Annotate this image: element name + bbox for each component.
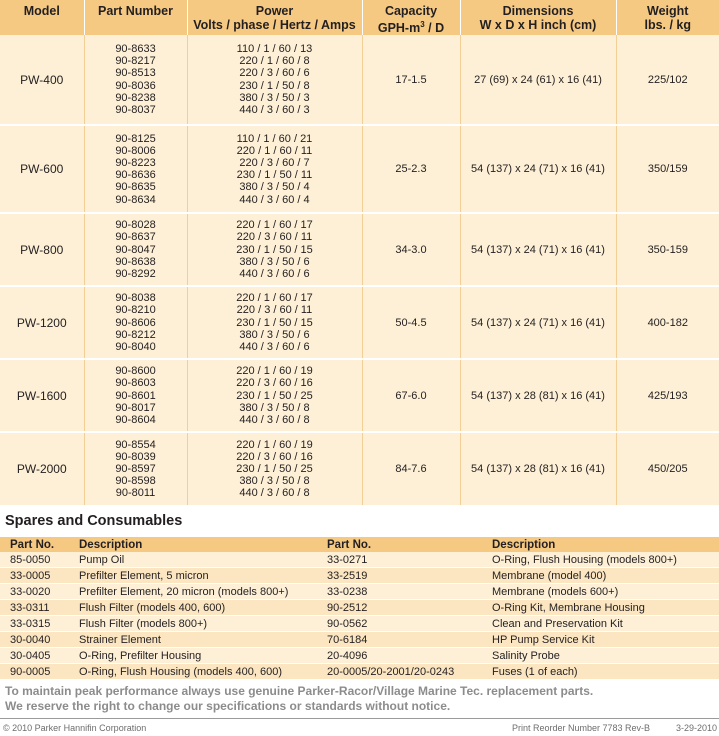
part-numbers-line: 90-8212 xyxy=(115,328,156,341)
spares-row xyxy=(0,664,719,680)
capacity: 25-2.3 xyxy=(362,125,460,213)
weight: 350/159 xyxy=(616,125,719,213)
part-numbers-line: 90-8037 xyxy=(115,104,156,117)
model-row xyxy=(0,286,719,359)
part-numbers-line: 90-8038 xyxy=(115,292,156,305)
header-power xyxy=(187,0,362,35)
weight: 350-159 xyxy=(616,213,719,286)
spec-header-row xyxy=(0,0,719,35)
weight: 400-182 xyxy=(616,286,719,359)
spare-part-no: 33-0020 xyxy=(0,584,69,600)
part-numbers-line: 90-8223 xyxy=(115,156,156,169)
spare-part-no-2: 33-0271 xyxy=(317,552,482,568)
power-specs-line: 440 / 3 / 60 / 8 xyxy=(239,487,310,500)
capacity-unit: GPH-m xyxy=(377,21,421,36)
model-row xyxy=(0,35,719,125)
part-numbers-line: 90-8125 xyxy=(115,132,156,145)
power-specs-line: 230 / 1 / 50 / 25 xyxy=(236,463,313,476)
part-numbers-line: 90-8217 xyxy=(115,55,156,68)
power-specs-line: 230 / 1 / 50 / 8 xyxy=(239,79,310,92)
power-specs-line: 440 / 3 / 60 / 3 xyxy=(239,104,310,117)
spares-row xyxy=(0,648,719,664)
part-numbers-line: 90-8238 xyxy=(115,91,156,104)
model-name: PW-600 xyxy=(0,125,84,213)
spare-part-no: 85-0050 xyxy=(0,552,69,568)
power-specs-line: 380 / 3 / 50 / 3 xyxy=(239,91,310,104)
spare-part-no-2: 70-6184 xyxy=(317,632,482,648)
part-numbers-line: 90-8606 xyxy=(115,316,156,329)
part-numbers-line: 90-8604 xyxy=(115,413,156,426)
power-specs-line: 220 / 1 / 60 / 8 xyxy=(239,55,310,68)
part-numbers xyxy=(84,125,187,213)
part-numbers-line: 90-8047 xyxy=(115,243,156,256)
part-numbers xyxy=(84,359,187,432)
power-specs-line: 220 / 1 / 60 / 19 xyxy=(236,438,313,451)
power-specs xyxy=(187,286,362,359)
spares-header-row xyxy=(0,537,719,552)
power-specs-line: 380 / 3 / 50 / 8 xyxy=(239,401,310,414)
part-numbers-line: 90-8598 xyxy=(115,475,156,488)
power-specs-line: 230 / 1 / 50 / 15 xyxy=(236,243,313,256)
power-specs-line: 220 / 3 / 60 / 7 xyxy=(239,156,310,169)
power-specs-line: 220 / 3 / 60 / 16 xyxy=(236,450,313,463)
power-specs-line: 220 / 3 / 60 / 11 xyxy=(236,231,313,244)
spare-part-no: 30-0040 xyxy=(0,632,69,648)
spare-description: Flush Filter (models 400, 600) xyxy=(69,600,317,616)
capacity-unit-exponent: 3 xyxy=(420,20,425,29)
spare-part-no-2: 33-0238 xyxy=(317,584,482,600)
power-specs-line: 220 / 1 / 60 / 17 xyxy=(236,292,313,305)
spares-row xyxy=(0,632,719,648)
spares-header-description-2: Description xyxy=(482,537,719,552)
note-line-1: To maintain peak performance always use genuine Parker-Racor/Village Marine Tec. replacement parts. xyxy=(5,684,594,698)
header-dimensions xyxy=(460,0,616,35)
header-part-number: Part Number xyxy=(84,0,187,35)
spare-description-2: O-Ring, Flush Housing (models 800+) xyxy=(482,552,719,568)
dimensions: 54 (137) x 24 (71) x 16 (41) xyxy=(460,213,616,286)
model-row xyxy=(0,213,719,286)
power-specs-line: 380 / 3 / 50 / 6 xyxy=(239,255,310,268)
spare-description: O-Ring, Flush Housing (models 400, 600) xyxy=(69,664,317,680)
dimensions: 54 (137) x 24 (71) x 16 (41) xyxy=(460,286,616,359)
part-numbers-line: 90-8637 xyxy=(115,231,156,244)
spare-part-no: 90-0005 xyxy=(0,664,69,680)
part-numbers-line: 90-8292 xyxy=(115,267,156,280)
part-numbers-line: 90-8011 xyxy=(115,487,156,500)
capacity: 67-6.0 xyxy=(362,359,460,432)
part-numbers-line: 90-8006 xyxy=(115,144,156,157)
part-numbers xyxy=(84,35,187,125)
power-specs-line: 380 / 3 / 50 / 8 xyxy=(239,475,310,488)
part-numbers-line: 90-8600 xyxy=(115,365,156,378)
spare-part-no-2: 20-0005/20-2001/20-0243 xyxy=(317,664,482,680)
power-specs xyxy=(187,213,362,286)
part-numbers-line: 90-8040 xyxy=(115,340,156,353)
part-numbers-line: 90-8597 xyxy=(115,463,156,476)
spare-description: Pump Oil xyxy=(69,552,317,568)
part-numbers-line: 90-8634 xyxy=(115,193,156,206)
footer-reorder-number: Print Reorder Number 7783 Rev-B xyxy=(512,723,651,733)
power-specs-line: 440 / 3 / 60 / 4 xyxy=(239,193,310,206)
part-numbers-line: 90-8036 xyxy=(115,79,156,92)
spare-description: O-Ring, Prefilter Housing xyxy=(69,648,317,664)
header-capacity-title: Capacity xyxy=(384,4,438,18)
power-specs xyxy=(187,359,362,432)
header-weight-title: Weight xyxy=(647,4,689,18)
spare-part-no: 33-0311 xyxy=(0,600,69,616)
spare-part-no-2: 20-4096 xyxy=(317,648,482,664)
power-specs-line: 380 / 3 / 50 / 4 xyxy=(239,181,310,194)
model-row xyxy=(0,125,719,213)
power-specs-line: 440 / 3 / 60 / 8 xyxy=(239,413,310,426)
part-numbers-line: 90-8601 xyxy=(115,389,156,402)
part-numbers xyxy=(84,286,187,359)
part-numbers xyxy=(84,432,187,505)
part-numbers-line: 90-8636 xyxy=(115,169,156,182)
spare-part-no: 33-0005 xyxy=(0,568,69,584)
spares-header-part-no: Part No. xyxy=(0,537,69,552)
footer-copyright: © 2010 Parker Hannifin Corporation xyxy=(3,723,147,733)
model-row xyxy=(0,359,719,432)
footer-divider xyxy=(0,718,719,719)
part-numbers-line: 90-8513 xyxy=(115,67,156,80)
part-numbers-line: 90-8210 xyxy=(115,304,156,317)
power-specs-line: 230 / 1 / 50 / 11 xyxy=(236,169,313,182)
spares-header-description: Description xyxy=(69,537,317,552)
header-dimensions-subtitle: W x D x H inch (cm) xyxy=(479,18,597,32)
spare-part-no: 30-0405 xyxy=(0,648,69,664)
part-numbers-line: 90-8603 xyxy=(115,377,156,390)
header-weight xyxy=(616,0,719,35)
power-specs-line: 220 / 1 / 60 / 11 xyxy=(236,144,313,157)
header-power-subtitle: Volts / phase / Hertz / Amps xyxy=(193,18,356,32)
spare-part-no-2: 90-0562 xyxy=(317,616,482,632)
spares-header-part-no-2: Part No. xyxy=(317,537,482,552)
part-numbers-line: 90-8638 xyxy=(115,255,156,268)
spare-description-2: Membrane (models 600+) xyxy=(482,584,719,600)
power-specs-line: 230 / 1 / 50 / 25 xyxy=(236,389,313,402)
part-numbers-line: 90-8017 xyxy=(115,401,156,414)
spare-description-2: O-Ring Kit, Membrane Housing xyxy=(482,600,719,616)
spare-description: Prefilter Element, 5 micron xyxy=(69,568,317,584)
power-specs-line: 380 / 3 / 50 / 6 xyxy=(239,328,310,341)
spare-description-2: Membrane (model 400) xyxy=(482,568,719,584)
power-specs xyxy=(187,125,362,213)
spares-row xyxy=(0,616,719,632)
note-line-2: We reserve the right to change our specifications or standards without notice. xyxy=(5,699,451,713)
power-specs-line: 220 / 3 / 60 / 11 xyxy=(236,304,313,317)
part-numbers-line: 90-8028 xyxy=(115,219,156,232)
header-capacity-subtitle xyxy=(365,18,458,35)
spare-description: Strainer Element xyxy=(69,632,317,648)
weight: 225/102 xyxy=(616,35,719,125)
power-specs-line: 220 / 3 / 60 / 16 xyxy=(236,377,313,390)
spares-row xyxy=(0,600,719,616)
header-power-title: Power xyxy=(255,4,294,18)
dimensions: 54 (137) x 24 (71) x 16 (41) xyxy=(460,125,616,213)
power-specs xyxy=(187,35,362,125)
spec-body xyxy=(0,35,719,505)
capacity: 84-7.6 xyxy=(362,432,460,505)
spare-part-no: 33-0315 xyxy=(0,616,69,632)
power-specs-line: 230 / 1 / 50 / 15 xyxy=(236,316,313,329)
model-name: PW-800 xyxy=(0,213,84,286)
spares-table xyxy=(0,537,719,680)
spare-description-2: HP Pump Service Kit xyxy=(482,632,719,648)
power-specs-line: 440 / 3 / 60 / 6 xyxy=(239,267,310,280)
header-capacity xyxy=(362,0,460,35)
model-name: PW-1600 xyxy=(0,359,84,432)
part-numbers-line: 90-8039 xyxy=(115,450,156,463)
part-numbers-line: 90-8554 xyxy=(115,438,156,451)
model-name: PW-2000 xyxy=(0,432,84,505)
spare-part-no-2: 90-2512 xyxy=(317,600,482,616)
header-dimensions-title: Dimensions xyxy=(502,4,574,18)
header-model: Model xyxy=(0,0,84,35)
capacity-unit-suffix: / D xyxy=(428,21,445,36)
model-name: PW-1200 xyxy=(0,286,84,359)
spares-title: Spares and Consumables xyxy=(5,513,183,529)
spare-description: Flush Filter (models 800+) xyxy=(69,616,317,632)
power-specs-line: 110 / 1 / 60 / 13 xyxy=(236,43,313,56)
spares-body xyxy=(0,552,719,680)
spare-description-2: Clean and Preservation Kit xyxy=(482,616,719,632)
spare-description-2: Fuses (1 of each) xyxy=(482,664,719,680)
power-specs xyxy=(187,432,362,505)
spare-part-no-2: 33-2519 xyxy=(317,568,482,584)
dimensions: 54 (137) x 28 (81) x 16 (41) xyxy=(460,359,616,432)
model-row xyxy=(0,432,719,505)
part-numbers-line: 90-8635 xyxy=(115,181,156,194)
weight: 425/193 xyxy=(616,359,719,432)
part-numbers-line: 90-8633 xyxy=(115,43,156,56)
header-weight-subtitle: lbs. / kg xyxy=(644,18,692,32)
power-specs-line: 110 / 1 / 60 / 21 xyxy=(236,132,313,145)
spares-row xyxy=(0,568,719,584)
dimensions: 54 (137) x 28 (81) x 16 (41) xyxy=(460,432,616,505)
dimensions: 27 (69) x 24 (61) x 16 (41) xyxy=(460,35,616,125)
footer-date: 3-29-2010 xyxy=(676,723,718,733)
power-specs-line: 220 / 1 / 60 / 17 xyxy=(236,219,313,232)
capacity: 17-1.5 xyxy=(362,35,460,125)
maintenance-note xyxy=(5,684,593,714)
power-specs-line: 220 / 1 / 60 / 19 xyxy=(236,365,313,378)
spare-description: Prefilter Element, 20 micron (models 800+) xyxy=(69,584,317,600)
spare-description-2: Salinity Probe xyxy=(482,648,719,664)
spares-row xyxy=(0,584,719,600)
power-specs-line: 440 / 3 / 60 / 6 xyxy=(239,340,310,353)
part-numbers xyxy=(84,213,187,286)
capacity: 50-4.5 xyxy=(362,286,460,359)
capacity: 34-3.0 xyxy=(362,213,460,286)
weight: 450/205 xyxy=(616,432,719,505)
power-specs-line: 220 / 3 / 60 / 6 xyxy=(239,67,310,80)
model-name: PW-400 xyxy=(0,35,84,125)
spares-row xyxy=(0,552,719,568)
